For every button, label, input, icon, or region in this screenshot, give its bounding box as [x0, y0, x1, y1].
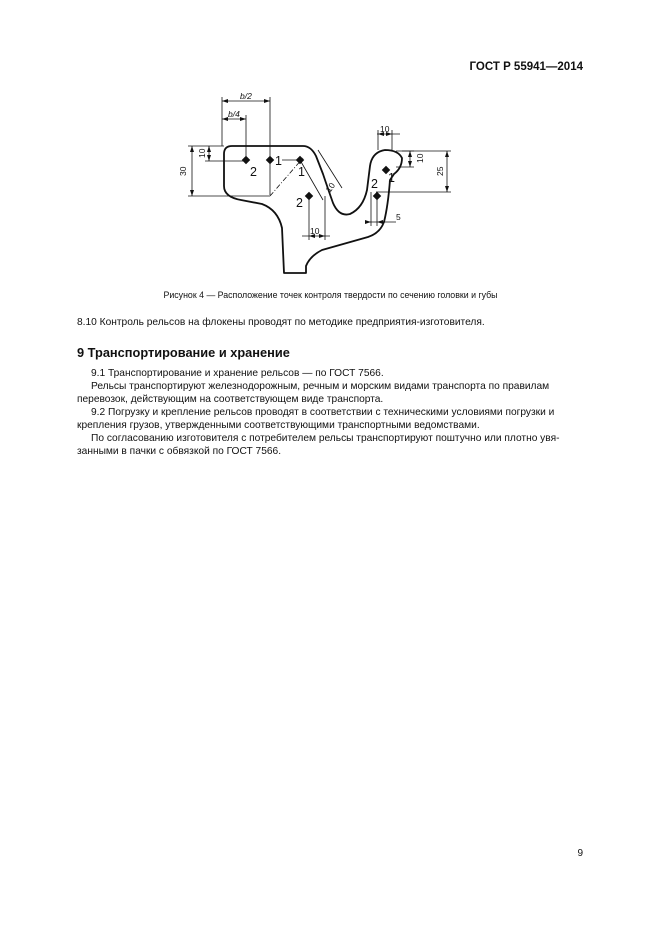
- rail-section-drawing: [170, 86, 470, 281]
- section-9-heading: 9 Транспортирование и хранение: [77, 345, 290, 360]
- dimension-arrows: [190, 99, 449, 238]
- paragraph-9-2-line2: крепления грузов, утвержденными соответствующими транспортными ведомствами.: [77, 420, 480, 431]
- figure-labels: [178, 91, 445, 236]
- label-10-right: 10: [415, 153, 425, 163]
- label-10-left: 10: [197, 148, 207, 158]
- point-label-2-head: 2: [250, 165, 257, 179]
- label-10-top: 10: [380, 124, 390, 134]
- label-30: 30: [178, 166, 188, 176]
- point-label-1-corner: 1: [298, 165, 305, 179]
- point-label-2-neck: 2: [296, 196, 303, 210]
- paragraph-9-3-line2: занными в пачки с обвязкой по ГОСТ 7566.: [77, 446, 282, 457]
- point-label-1-lip: 1: [388, 171, 395, 185]
- page-number: 9: [577, 848, 583, 859]
- label-10-diagonal: 10: [323, 180, 338, 195]
- figure-caption: Рисунок 4 — Расположение точек контроля твердости по сечению головки и губы: [163, 290, 498, 300]
- paragraph-9-3-line1: По согласованию изготовителя с потребителем рельсы транспортируют поштучно или плотно увя-: [91, 433, 560, 444]
- document-id: ГОСТ Р 55941—2014: [469, 61, 583, 73]
- label-5: 5: [396, 212, 401, 222]
- paragraph-9-1b-line2: перевозок, действующим на соответствующем виде транспорта.: [77, 394, 384, 405]
- paragraph-8-10: 8.10 Контроль рельсов на флокены проводят по методике предприятия-изготовителя.: [77, 317, 485, 328]
- label-25: 25: [435, 166, 445, 176]
- paragraph-9-1b-line1: Рельсы транспортируют железнодорожным, речным и морским видами транспорта по правилам: [91, 381, 550, 392]
- rail-section-figure: [170, 86, 470, 281]
- label-10-bottom: 10: [310, 226, 320, 236]
- label-b-quarter: b/4: [228, 109, 240, 119]
- point-label-2-lip: 2: [371, 177, 378, 191]
- paragraph-9-1: 9.1 Транспортирование и хранение рельсов — по ГОСТ 7566.: [91, 368, 384, 379]
- point-label-1-head: 1: [275, 154, 282, 168]
- paragraph-9-2-line1: 9.2 Погрузку и крепление рельсов проводят в соответствии с техническими условиями погрузки и: [91, 407, 555, 418]
- label-b-half: b/2: [240, 91, 252, 101]
